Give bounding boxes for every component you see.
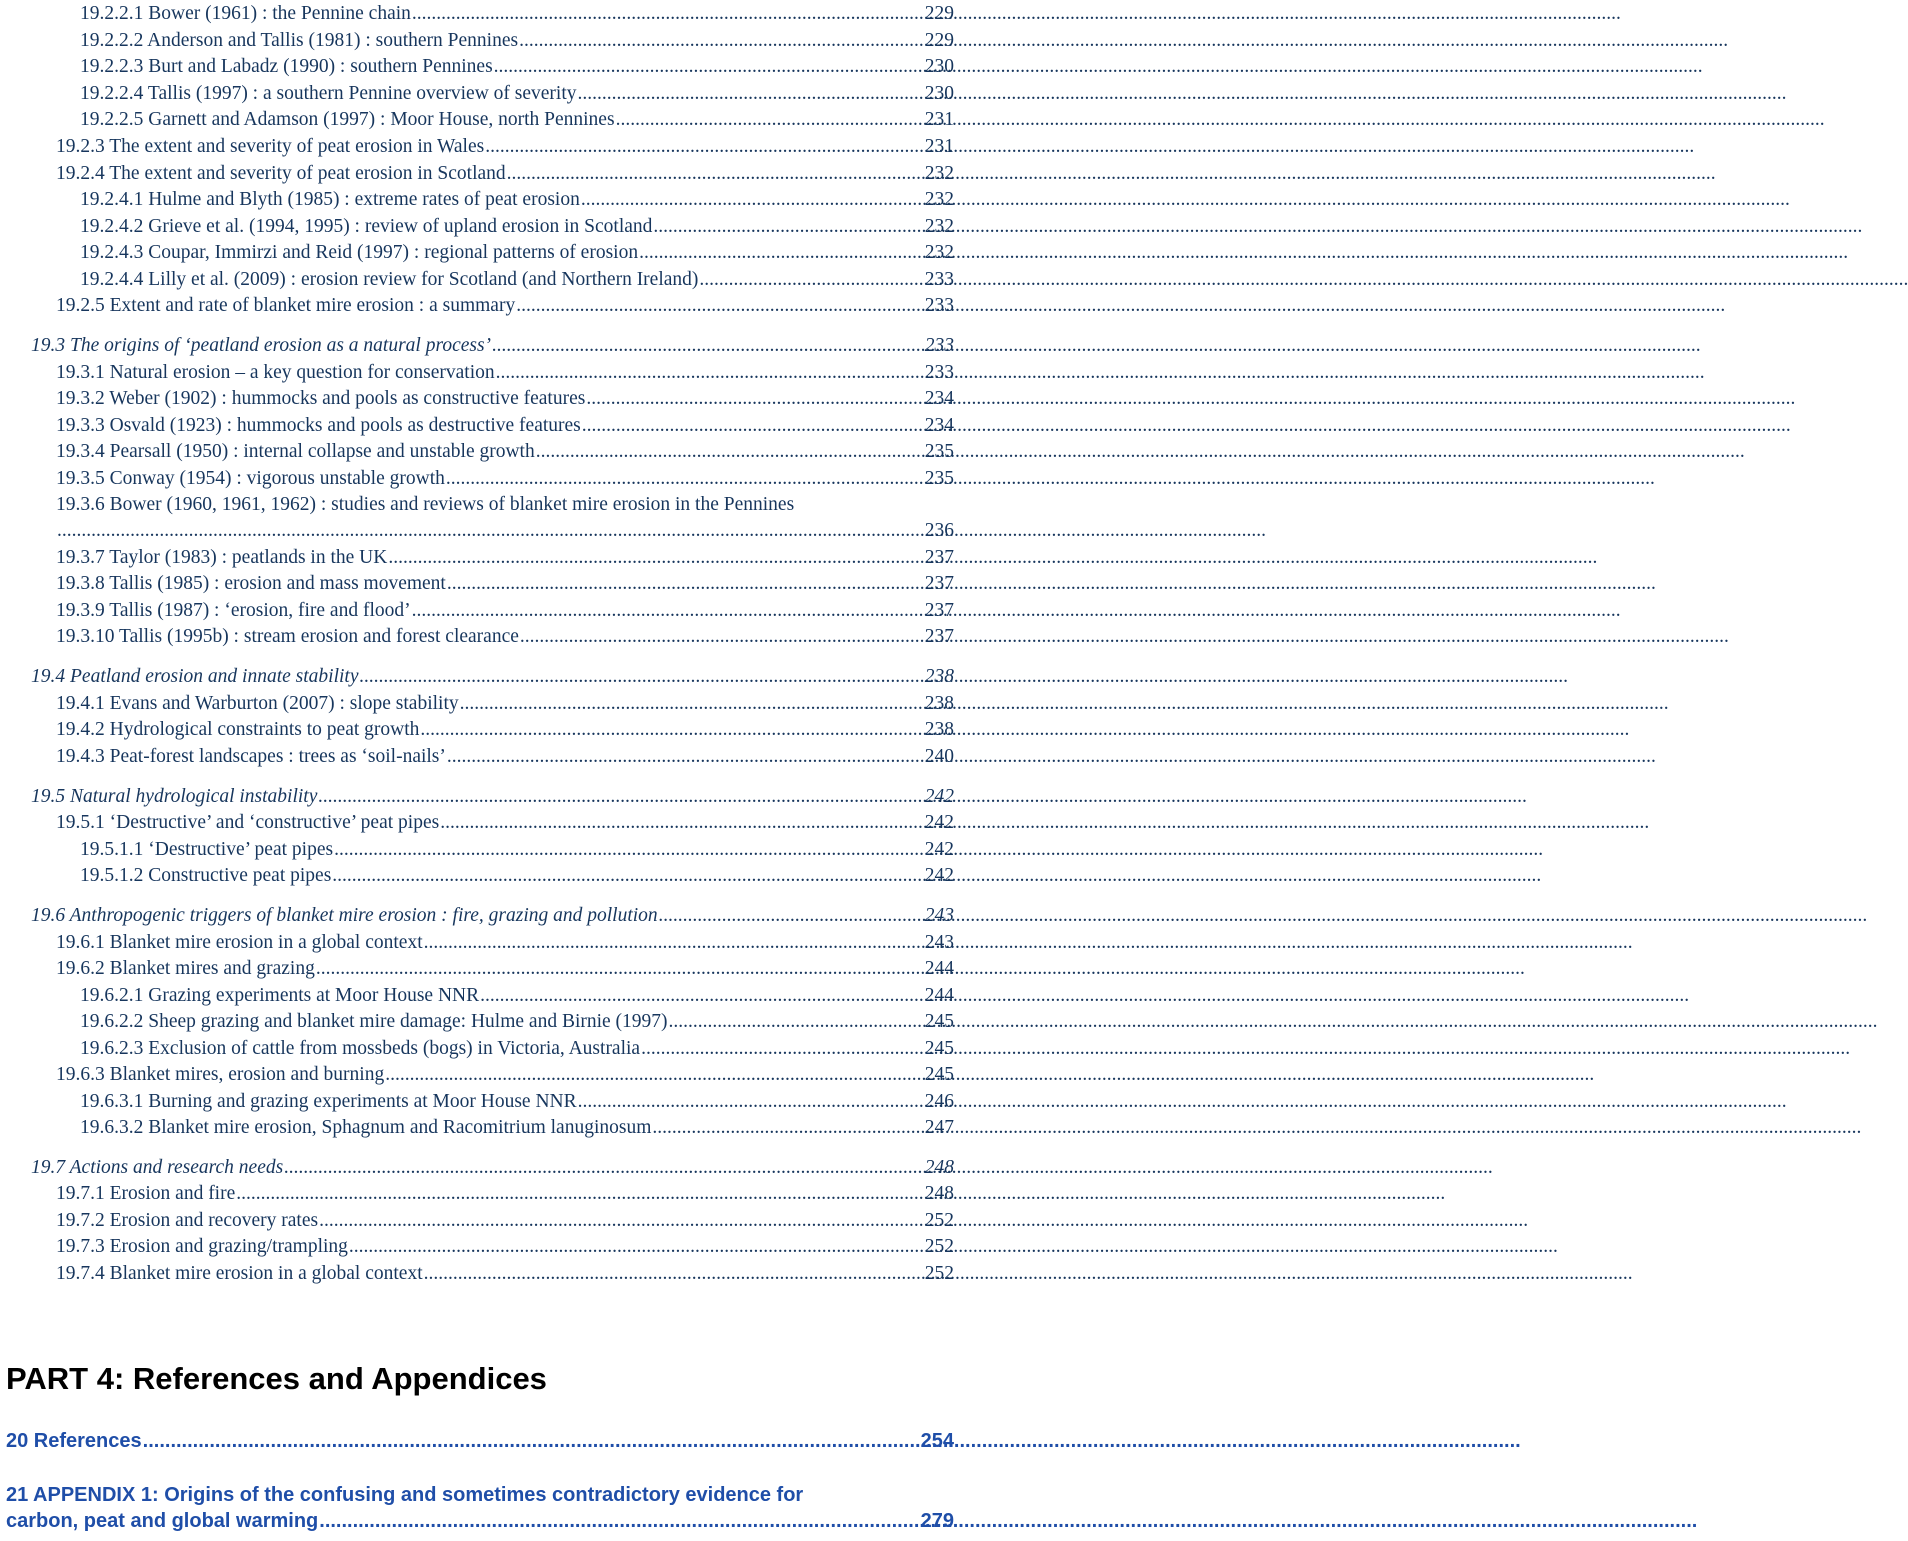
entry-title: 19.6.2.2 Sheep grazing and blanket mire damage: Hulme and Birnie (1997) — [80, 1011, 668, 1032]
entry-title: 19.4.2 Hydrological constraints to peat growth — [56, 719, 420, 740]
entry-title: 19.3.7 Taylor (1983) : peatlands in the UK — [56, 547, 388, 568]
entry-title: 19.5.1.1 ‘Destructive’ peat pipes — [80, 839, 334, 860]
toc-entry[interactable] — [80, 267, 954, 293]
entry-title: 19.3.5 Conway (1954) : vigorous unstable growth — [56, 468, 445, 489]
entry-page: 231 — [924, 136, 954, 157]
dot-leader — [440, 810, 924, 836]
toc-entry-appendix[interactable] — [6, 1508, 954, 1534]
entry-page: 238 — [924, 666, 954, 687]
entry-page: 232 — [924, 216, 954, 237]
toc-entry[interactable] — [56, 744, 954, 770]
entry-page: 235 — [924, 468, 954, 489]
toc-entry[interactable] — [56, 956, 954, 982]
toc-entry[interactable] — [80, 107, 954, 133]
entry-page: 232 — [924, 189, 954, 210]
toc-entry[interactable] — [80, 28, 954, 54]
toc-entry[interactable] — [80, 1089, 954, 1115]
dot-leader — [578, 1089, 924, 1115]
dot-leader — [319, 1508, 919, 1534]
entry-page: 244 — [924, 985, 954, 1006]
entry-page: 231 — [924, 109, 954, 130]
toc-entry[interactable] — [80, 214, 954, 240]
toc-entry[interactable] — [56, 413, 954, 439]
entry-page: 229 — [924, 3, 954, 24]
dot-leader — [460, 691, 924, 717]
entry-title: 19.2.4.2 Grieve et al. (1994, 1995) : review of upland erosion in Scotland — [80, 216, 653, 237]
entry-page: 238 — [924, 693, 954, 714]
entry-title: 19.6.3.1 Burning and grazing experiments at Moor House NNR — [80, 1091, 577, 1112]
entry-page: 230 — [924, 56, 954, 77]
entry-title: 19.2.2.3 Burt and Labadz (1990) : southern Pennines — [80, 56, 493, 77]
toc-entry[interactable] — [56, 439, 954, 465]
entry-page: 252 — [924, 1236, 954, 1257]
dot-leader — [616, 107, 924, 133]
entry-title: 19.5.1.2 Constructive peat pipes — [80, 865, 332, 886]
toc-entry[interactable] — [80, 1036, 954, 1062]
dot-leader — [447, 571, 924, 597]
toc-entry[interactable] — [56, 624, 954, 650]
entry-page: 243 — [924, 932, 954, 953]
entry-page: 236 — [924, 520, 954, 541]
entry-title: 19.6.3.2 Blanket mire erosion, Sphagnum and Racomitrium lanuginosum — [80, 1117, 652, 1138]
dot-leader — [507, 161, 924, 187]
dot-leader — [319, 1208, 924, 1234]
dot-leader — [388, 545, 923, 571]
entry-page: 237 — [924, 626, 954, 647]
part-heading: PART 4: References and Appendices — [6, 1361, 547, 1396]
entry-page: 248 — [924, 1157, 954, 1178]
dot-leader — [519, 28, 924, 54]
entry-title: 19.6.3 Blanket mires, erosion and burning — [56, 1064, 385, 1085]
entry-title: 19.5.1 ‘Destructive’ and ‘constructive’ peat pipes — [56, 812, 440, 833]
entry-title: 19.3 The origins of ‘peatland erosion as a natural process’ — [31, 335, 492, 356]
toc-entry[interactable] — [56, 1062, 954, 1088]
toc-entry[interactable] — [56, 545, 954, 571]
dot-leader — [236, 1181, 923, 1207]
entry-page: 237 — [924, 547, 954, 568]
entry-page: 242 — [924, 786, 954, 807]
dot-leader — [334, 837, 924, 863]
entry-title: 19.2.4.1 Hulme and Blyth (1985) : extreme rates of peat erosion — [80, 189, 580, 210]
toc-entry[interactable] — [80, 1115, 954, 1141]
entry-page: 237 — [924, 600, 954, 621]
dot-leader — [516, 293, 924, 319]
toc-entry[interactable] — [56, 571, 954, 597]
toc-entry[interactable] — [80, 1009, 954, 1035]
entry-page: 234 — [924, 388, 954, 409]
entry-title: 19.2.2.4 Tallis (1997) : a southern Pennine overview of severity — [80, 83, 577, 104]
entry-title: 19.3.2 Weber (1902) : hummocks and pools as constructive features — [56, 388, 586, 409]
entry-title: 19.2.2.2 Anderson and Tallis (1981) : southern Pennines — [80, 30, 519, 51]
dot-leader — [424, 1261, 924, 1287]
dot-leader — [496, 360, 924, 386]
entry-title: 19.3.4 Pearsall (1950) : internal collapse and unstable growth — [56, 441, 535, 462]
dot-leader — [653, 214, 923, 240]
dot-leader — [412, 598, 924, 624]
entry-title: 19.2.2.5 Garnett and Adamson (1997) : Moor House, north Pennines — [80, 109, 615, 130]
entry-title: 19.3.3 Osvald (1923) : hummocks and pools as destructive features — [56, 415, 581, 436]
toc-entry[interactable] — [80, 81, 954, 107]
entry-title: 19.6.2.3 Exclusion of cattle from mossbeds (bogs) in Victoria, Australia — [80, 1038, 641, 1059]
dot-leader — [447, 744, 924, 770]
dot-leader — [446, 466, 924, 492]
dot-leader — [520, 624, 924, 650]
toc-entry[interactable] — [80, 187, 954, 213]
entry-title: carbon, peat and global warming — [6, 1510, 319, 1532]
dot-leader — [639, 240, 924, 266]
entry-page: 232 — [924, 163, 954, 184]
entry-page: 279 — [920, 1510, 954, 1532]
entry-title: 19.2.4.3 Coupar, Immirzi and Reid (1997) : regional patterns of erosion — [80, 242, 639, 263]
dot-leader — [332, 863, 923, 889]
dot-leader — [494, 54, 924, 80]
toc-section-entry[interactable] — [31, 664, 954, 690]
toc-entry[interactable] — [56, 810, 954, 836]
entry-title: 19.7.1 Erosion and fire — [56, 1183, 236, 1204]
entry-page: 235 — [924, 441, 954, 462]
dot-leader — [412, 1, 924, 27]
toc-entry[interactable] — [56, 1208, 954, 1234]
dot-leader — [578, 81, 924, 107]
toc-entry-title-line1[interactable]: 19.3.6 Bower (1960, 1961, 1962) : studies and reviews of blanket mire erosion in the Pennines — [56, 494, 795, 515]
entry-title: 20 References — [6, 1430, 142, 1452]
entry-title: 19.6.2.1 Grazing experiments at Moor House NNR — [80, 985, 480, 1006]
toc-entry-appendix-line1[interactable]: 21 APPENDIX 1: Origins of the confusing and sometimes contradictory evidence for — [6, 1484, 804, 1506]
entry-page: 248 — [924, 1183, 954, 1204]
dot-leader — [424, 930, 924, 956]
entry-page: 233 — [924, 335, 954, 356]
toc-entry[interactable] — [80, 1, 954, 27]
entry-title: 19.5 Natural hydrological instability — [31, 786, 318, 807]
dot-leader — [699, 267, 923, 293]
entry-title: 19.7 Actions and research needs — [31, 1157, 284, 1178]
toc-entry[interactable] — [56, 691, 954, 717]
entry-title: 19.6.2 Blanket mires and grazing — [56, 958, 315, 979]
entry-title: 19.7.2 Erosion and recovery rates — [56, 1210, 319, 1231]
toc-entry[interactable] — [56, 360, 954, 386]
dot-leader — [284, 1155, 924, 1181]
entry-page: 242 — [924, 812, 954, 833]
dot-leader — [536, 439, 924, 465]
dot-leader — [349, 1234, 924, 1260]
toc-entry[interactable] — [56, 293, 954, 319]
dot-leader — [480, 983, 924, 1009]
toc-entry[interactable] — [56, 161, 954, 187]
toc-entry-references[interactable] — [6, 1428, 954, 1454]
toc-section-entry[interactable] — [31, 333, 954, 359]
toc-entry[interactable] — [80, 837, 954, 863]
entry-page: 238 — [924, 719, 954, 740]
entry-page: 229 — [924, 30, 954, 51]
entry-title: 19.2.3 The extent and severity of peat erosion in Wales — [56, 136, 485, 157]
dot-leader — [143, 1428, 920, 1454]
entry-page: 242 — [924, 839, 954, 860]
dot-leader — [581, 187, 924, 213]
entry-page: 233 — [924, 362, 954, 383]
dot-leader — [360, 664, 924, 690]
dot-leader — [659, 903, 924, 929]
dot-leader — [318, 784, 923, 810]
dot-leader — [385, 1062, 924, 1088]
entry-title: 19.7.3 Erosion and grazing/trampling — [56, 1236, 348, 1257]
entry-title: 19.3.9 Tallis (1987) : ‘erosion, fire and flood’ — [56, 600, 411, 621]
toc-entry[interactable] — [80, 983, 954, 1009]
entry-page: 252 — [924, 1210, 954, 1231]
entry-page: 234 — [924, 415, 954, 436]
dot-leader — [582, 413, 924, 439]
toc-entry[interactable] — [56, 1181, 954, 1207]
dot-leader — [652, 1115, 923, 1141]
toc-entry[interactable] — [56, 717, 954, 743]
toc-entry[interactable] — [80, 240, 954, 266]
toc-entry[interactable] — [56, 930, 954, 956]
entry-title: 19.4 Peatland erosion and innate stability — [31, 666, 359, 687]
dot-leader — [492, 333, 924, 359]
entry-page: 247 — [924, 1117, 954, 1138]
toc-section-entry[interactable] — [31, 1155, 954, 1181]
dot-leader — [586, 386, 923, 412]
entry-title: 19.2.2.1 Bower (1961) : the Pennine chain — [80, 3, 411, 24]
entry-title: 19.6.1 Blanket mire erosion in a global context — [56, 932, 423, 953]
toc-entry[interactable] — [56, 1234, 954, 1260]
entry-page: 242 — [924, 865, 954, 886]
toc-entry[interactable] — [56, 386, 954, 412]
entry-page: 245 — [924, 1011, 954, 1032]
dot-leader — [485, 134, 924, 160]
dot-leader — [57, 518, 924, 544]
toc-entry[interactable] — [56, 1261, 954, 1287]
entry-page: 244 — [924, 958, 954, 979]
entry-title: 19.3.1 Natural erosion – a key question for conservation — [56, 362, 495, 383]
entry-page: 240 — [924, 746, 954, 767]
entry-page: 246 — [924, 1091, 954, 1112]
dot-leader — [316, 956, 924, 982]
entry-page: 233 — [924, 295, 954, 316]
entry-title: 19.6 Anthropogenic triggers of blanket mire erosion : fire, grazing and pollution — [31, 905, 658, 926]
entry-title: 19.2.4 The extent and severity of peat erosion in Scotland — [56, 163, 506, 184]
toc-entry-continuation[interactable] — [56, 518, 954, 544]
entry-page: 232 — [924, 242, 954, 263]
entry-page: 245 — [924, 1064, 954, 1085]
entry-title: 19.3.8 Tallis (1985) : erosion and mass movement — [56, 573, 446, 594]
toc-entry[interactable] — [80, 54, 954, 80]
toc-entry[interactable] — [56, 134, 954, 160]
entry-title: 19.2.5 Extent and rate of blanket mire erosion : a summary — [56, 295, 516, 316]
entry-page: 237 — [924, 573, 954, 594]
entry-title: 19.3.10 Tallis (1995b) : stream erosion and forest clearance — [56, 626, 519, 647]
toc-entry[interactable] — [56, 466, 954, 492]
dot-leader — [420, 717, 923, 743]
entry-page: 230 — [924, 83, 954, 104]
toc-entry[interactable] — [80, 863, 954, 889]
entry-page: 254 — [920, 1430, 954, 1452]
entry-page: 233 — [924, 269, 954, 290]
entry-title: 19.2.4.4 Lilly et al. (2009) : erosion review for Scotland (and Northern Ireland) — [80, 269, 699, 290]
entry-title: 19.4.3 Peat-forest landscapes : trees as ‘soil-nails’ — [56, 746, 446, 767]
toc-entry[interactable] — [56, 598, 954, 624]
dot-leader — [669, 1009, 924, 1035]
toc-section-entry[interactable] — [31, 903, 954, 929]
entry-page: 243 — [924, 905, 954, 926]
dot-leader — [641, 1036, 924, 1062]
entry-title: 19.4.1 Evans and Warburton (2007) : slope stability — [56, 693, 459, 714]
entry-page: 252 — [924, 1263, 954, 1284]
toc-section-entry[interactable] — [31, 784, 954, 810]
entry-page: 245 — [924, 1038, 954, 1059]
entry-title: 19.7.4 Blanket mire erosion in a global context — [56, 1263, 423, 1284]
